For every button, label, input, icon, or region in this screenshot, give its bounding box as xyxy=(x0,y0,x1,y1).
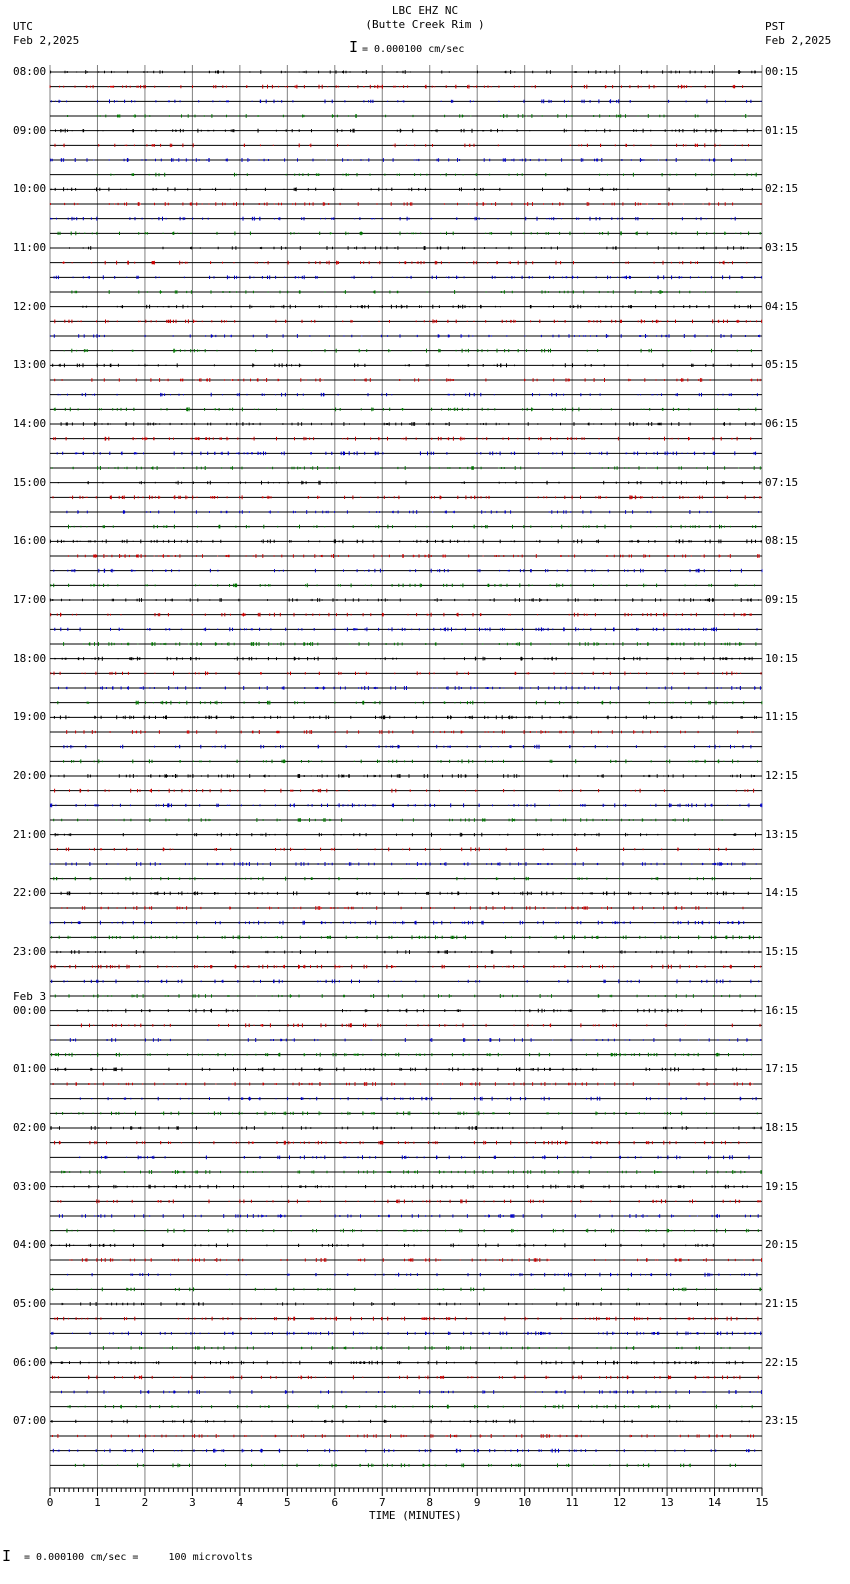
pst-hour-label: 04:15 xyxy=(765,299,799,313)
utc-hour-label: 23:00 xyxy=(13,945,47,958)
utc-hour-label: 08:00 xyxy=(13,65,47,78)
utc-hour-label: 18:00 xyxy=(13,651,47,665)
x-tick-label: 13 xyxy=(660,1496,674,1509)
station-title: LBC EHZ NC xyxy=(391,4,459,17)
x-tick-label: 1 xyxy=(94,1496,101,1509)
utc-hour-label: 19:00 xyxy=(13,710,47,724)
pst-hour-label: 16:15 xyxy=(765,1003,799,1017)
x-tick-label: 9 xyxy=(473,1496,481,1509)
utc-hour-label: 10:00 xyxy=(13,182,47,196)
utc-hour-label: 22:00 xyxy=(13,886,47,900)
utc-hour-label: 00:00 xyxy=(13,1003,47,1017)
utc-hour-label: 14:00 xyxy=(13,417,47,430)
pst-hour-label: 06:15 xyxy=(765,417,799,430)
utc-hour-label: 15:00 xyxy=(13,475,47,489)
pst-hour-label: 08:15 xyxy=(765,534,799,548)
x-tick-label: 5 xyxy=(284,1496,291,1509)
utc-hour-label: 20:00 xyxy=(13,769,47,782)
utc-hour-label: 21:00 xyxy=(13,827,47,841)
x-tick-label: 2 xyxy=(141,1496,149,1509)
x-tick-label: 4 xyxy=(236,1496,244,1509)
x-tick-label: 7 xyxy=(378,1496,386,1509)
pst-hour-label: 11:15 xyxy=(765,710,799,724)
pst-hour-label: 23:15 xyxy=(765,1414,799,1428)
site-subtitle: (Butte Creek Rim ) xyxy=(365,18,485,31)
x-tick-label: 6 xyxy=(331,1496,339,1509)
utc-hour-label: 04:00 xyxy=(13,1238,47,1252)
x-tick-label: 12 xyxy=(613,1496,627,1509)
pst-hour-label: 20:15 xyxy=(765,1238,799,1252)
utc-hour-label: 06:00 xyxy=(13,1355,47,1369)
x-tick-label: 14 xyxy=(707,1496,722,1509)
x-tick-label: 3 xyxy=(189,1496,196,1509)
pst-hour-label: 18:15 xyxy=(765,1121,799,1134)
pst-hour-label: 02:15 xyxy=(765,182,799,196)
pst-hour-label: 17:15 xyxy=(765,1062,799,1076)
left-timezone: UTC xyxy=(13,20,33,33)
pst-hour-label: 03:15 xyxy=(765,241,799,254)
footer-scale-icon: I xyxy=(2,1547,12,1565)
pst-hour-label: 12:15 xyxy=(765,769,799,782)
utc-hour-label: 17:00 xyxy=(13,593,47,606)
scale-bar-icon: I xyxy=(349,38,359,56)
pst-hour-label: 22:15 xyxy=(765,1355,799,1369)
pst-hour-label: 21:15 xyxy=(765,1297,799,1310)
footer-scale-label: = 0.000100 cm/sec = 100 microvolts xyxy=(24,1552,253,1563)
utc-hour-label: 12:00 xyxy=(13,299,47,313)
pst-hour-label: 09:15 xyxy=(765,593,799,606)
pst-hour-label: 15:15 xyxy=(765,945,799,958)
pst-hour-label: 00:15 xyxy=(765,65,799,78)
utc-hour-label: 13:00 xyxy=(13,358,47,372)
pst-hour-label: 13:15 xyxy=(765,827,799,841)
x-tick-label: 0 xyxy=(46,1496,54,1509)
utc-hour-label: 16:00 xyxy=(13,534,47,548)
utc-hour-label: 05:00 xyxy=(13,1297,47,1310)
utc-hour-label: 11:00 xyxy=(13,241,47,254)
left-date: Feb 2,2025 xyxy=(13,34,80,47)
date-change-label: Feb 3 xyxy=(13,989,47,1003)
utc-hour-label: 03:00 xyxy=(13,1179,47,1193)
pst-hour-label: 14:15 xyxy=(765,886,799,900)
right-date: Feb 2,2025 xyxy=(765,34,832,47)
pst-hour-label: 05:15 xyxy=(765,358,799,372)
utc-hour-label: 09:00 xyxy=(13,123,47,137)
utc-hour-label: 02:00 xyxy=(13,1121,47,1134)
x-axis-label: TIME (MINUTES) xyxy=(369,1509,462,1522)
utc-hour-label: 01:00 xyxy=(13,1062,47,1076)
scale-label: = 0.000100 cm/sec xyxy=(362,44,465,55)
pst-hour-label: 01:15 xyxy=(765,123,799,137)
utc-hour-label: 07:00 xyxy=(13,1414,47,1428)
pst-hour-label: 19:15 xyxy=(765,1179,799,1193)
right-timezone: PST xyxy=(765,20,785,33)
pst-hour-label: 07:15 xyxy=(765,475,799,489)
x-tick-label: 10 xyxy=(518,1496,532,1509)
x-tick-label: 11 xyxy=(565,1496,579,1509)
x-tick-label: 15 xyxy=(755,1496,769,1509)
x-tick-label: 8 xyxy=(426,1496,434,1509)
pst-hour-label: 10:15 xyxy=(765,651,799,665)
